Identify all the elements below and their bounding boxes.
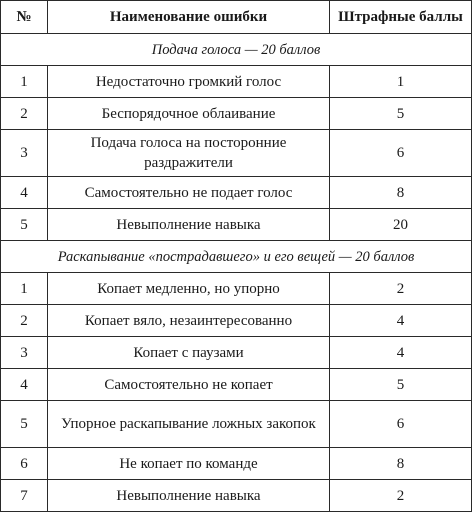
header-penalty-points: Штрафные баллы bbox=[330, 1, 472, 34]
table-row bbox=[1, 177, 472, 209]
row-number: 5 bbox=[1, 209, 48, 241]
row-points: 1 bbox=[330, 66, 472, 98]
table-row bbox=[1, 337, 472, 369]
row-number: 2 bbox=[1, 305, 48, 337]
row-points: 4 bbox=[330, 337, 472, 369]
row-number: 4 bbox=[1, 177, 48, 209]
row-points: 2 bbox=[330, 480, 472, 512]
row-points: 5 bbox=[330, 98, 472, 130]
table-row bbox=[1, 209, 472, 241]
row-error: Самостоятельно не копает bbox=[48, 369, 330, 401]
row-number: 7 bbox=[1, 480, 48, 512]
row-points: 4 bbox=[330, 305, 472, 337]
row-points: 20 bbox=[330, 209, 472, 241]
row-number: 4 bbox=[1, 369, 48, 401]
row-error: Беспорядочное облаивание bbox=[48, 98, 330, 130]
table-row bbox=[1, 480, 472, 512]
table-row bbox=[1, 369, 472, 401]
row-error: Невыполнение навыка bbox=[48, 480, 330, 512]
table-row bbox=[1, 66, 472, 98]
row-error: Упорное раскапывание ложных закопок bbox=[48, 401, 330, 448]
table-row bbox=[1, 98, 472, 130]
row-error: Невыполнение навыка bbox=[48, 209, 330, 241]
row-points: 2 bbox=[330, 273, 472, 305]
table-row bbox=[1, 401, 472, 448]
row-points: 8 bbox=[330, 448, 472, 480]
section-row-voice bbox=[1, 34, 472, 66]
row-error: Подача голоса на посторонние раздражители bbox=[48, 130, 330, 177]
row-error: Копает медленно, но упорно bbox=[48, 273, 330, 305]
row-number: 3 bbox=[1, 337, 48, 369]
row-points: 6 bbox=[330, 401, 472, 448]
row-points: 8 bbox=[330, 177, 472, 209]
row-number: 6 bbox=[1, 448, 48, 480]
row-error: Самостоятельно не подает голос bbox=[48, 177, 330, 209]
section-row-digging bbox=[1, 241, 472, 273]
row-number: 2 bbox=[1, 98, 48, 130]
table-row bbox=[1, 305, 472, 337]
table-row bbox=[1, 130, 472, 177]
row-number: 1 bbox=[1, 66, 48, 98]
row-error: Недостаточно громкий голос bbox=[48, 66, 330, 98]
table-row bbox=[1, 273, 472, 305]
row-number: 3 bbox=[1, 130, 48, 177]
row-error: Копает вяло, незаинтересованно bbox=[48, 305, 330, 337]
table-header-row bbox=[1, 1, 472, 34]
row-points: 6 bbox=[330, 130, 472, 177]
row-error: Не копает по команде bbox=[48, 448, 330, 480]
row-number: 5 bbox=[1, 401, 48, 448]
table-row bbox=[1, 448, 472, 480]
section-title: Подача голоса — 20 баллов bbox=[1, 34, 472, 66]
row-number: 1 bbox=[1, 273, 48, 305]
row-points: 5 bbox=[330, 369, 472, 401]
header-error-name: Наименование ошибки bbox=[48, 1, 330, 34]
section-title: Раскапывание «пострадавшего» и его вещей — 20 баллов bbox=[1, 241, 472, 273]
header-number: № bbox=[1, 1, 48, 34]
row-error: Копает с паузами bbox=[48, 337, 330, 369]
